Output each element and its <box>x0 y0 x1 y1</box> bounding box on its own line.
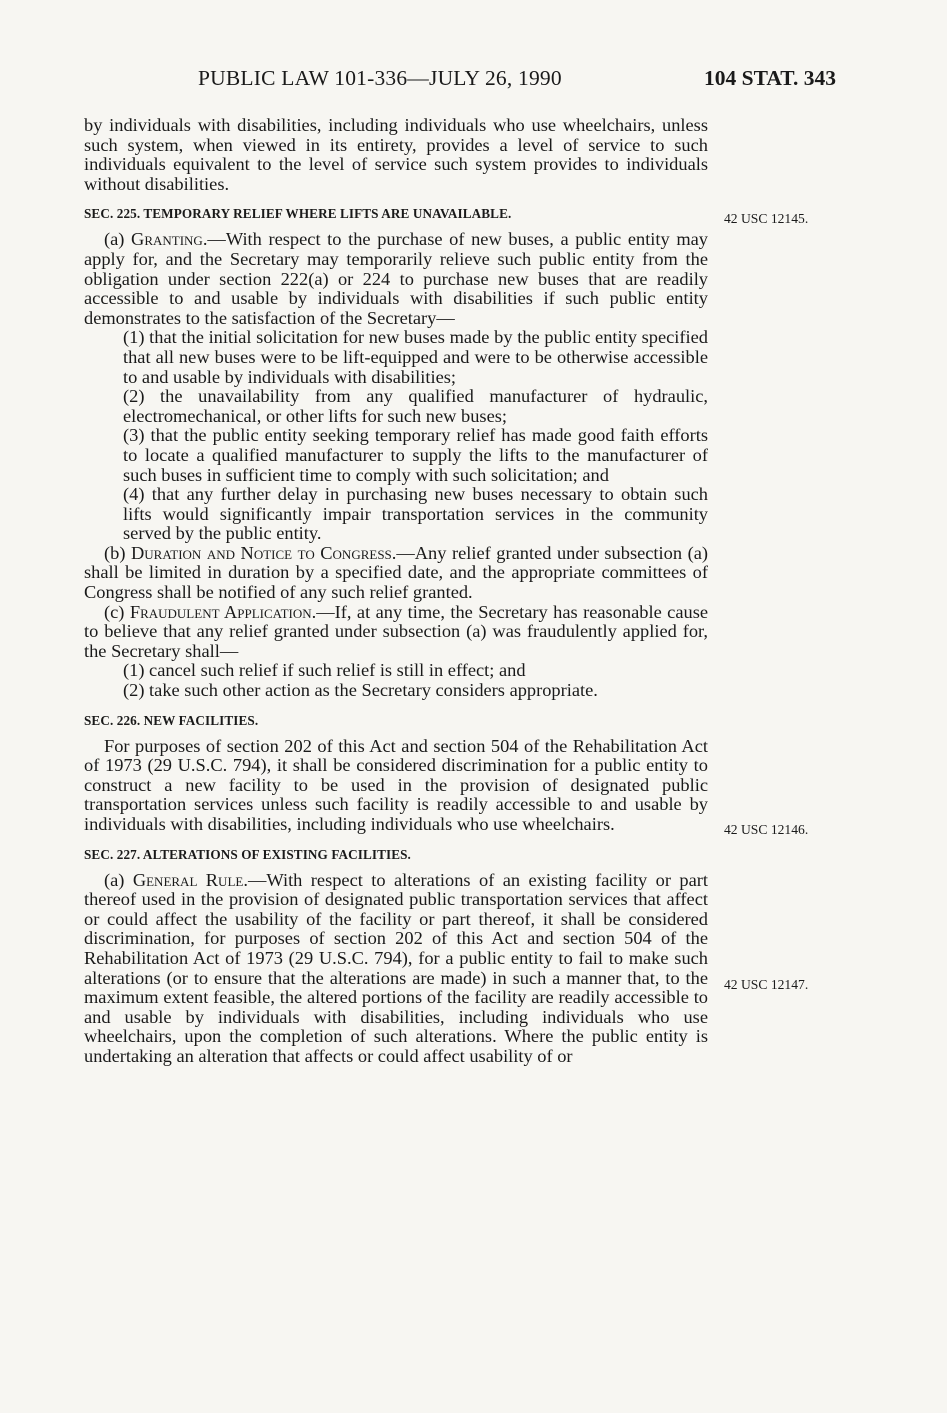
sec227-subsection-a <box>84 871 708 1067</box>
stat-page-reference: 104 STAT. 343 <box>704 66 837 90</box>
opening-paragraph: by individuals with disabilities, including individuals who use wheelchairs, unless such system, when viewed in its entirety, provides a level of service to such individuals equivalent to the level of service such system provides to individuals without disabilities. <box>84 115 708 194</box>
sec225-item-2: (2) the unavailability from any qualified manufacturer of hydraulic, electromechanical, or other lifts for such new buses; <box>123 386 708 426</box>
sec225-c-item-2: (2) take such other action as the Secretary considers appropriate. <box>123 680 598 701</box>
section-heading-227: SEC. 227. ALTERATIONS OF EXISTING FACILITIES. <box>84 846 411 862</box>
body-text <box>84 116 708 1067</box>
margin-note-sec226: 42 USC 12146. <box>724 822 809 837</box>
sec225-subsection-b <box>84 544 708 603</box>
sec225-a-caption: Granting <box>131 229 203 250</box>
sec225-b-caption: Duration and Notice to Congress <box>130 542 392 563</box>
running-title: PUBLIC LAW 101-336—JULY 26, 1990 <box>198 66 562 90</box>
sec225-b-label: (b) <box>104 542 131 563</box>
sec225-subsection-a <box>84 230 708 328</box>
sec225-subsection-c <box>84 603 708 662</box>
sec225-b-text: .—Any relief granted under subsection (a) shall be limited in duration by a specified date, and the appropriate committees of Congress shall be notified of any such relief granted. <box>84 542 708 603</box>
section-heading-225: SEC. 225. TEMPORARY RELIEF WHERE LIFTS ARE UNAVAILABLE. <box>84 206 512 222</box>
margin-note-sec227: 42 USC 12147. <box>724 977 809 992</box>
page-header <box>0 66 947 96</box>
section-heading-226: SEC. 226. NEW FACILITIES. <box>84 712 259 728</box>
sec227-a-label: (a) <box>104 869 133 890</box>
sec225-a-label: (a) <box>104 229 132 250</box>
margin-note-sec225: 42 USC 12145. <box>724 211 809 226</box>
sec225-item-3: (3) that the public entity seeking temporary relief has made good faith efforts to locate a qualified manufacturer to supply the lifts to the manufacturer of such buses in sufficient time to comply with such solicitation; and <box>123 425 708 485</box>
sec225-c-item-1: (1) cancel such relief if such relief is still in effect; and <box>123 660 526 681</box>
sec225-c-text: .—If, at any time, the Secretary has reasonable cause to believe that any relief granted under subsection (a) was fraudulently applied for, the Secretary shall— <box>84 601 709 661</box>
sec227-a-caption: General Rule <box>132 869 244 890</box>
sec226-text: For purposes of section 202 of this Act and section 504 of the Rehabilitation Act of 1973 (29 U.S.C. 794), it shall be considered discrimination for a public entity to construct a new facility to be used in the provision of designated public transportation services unless such facility is readily accessible to and usable by individuals with disabilities, including individuals who use wheelchairs. <box>84 735 708 834</box>
sec225-c-label: (c) <box>104 601 130 622</box>
sec225-item-1: (1) that the initial solicitation for new buses made by the public entity specified that all new buses were to be lift-equipped and were to be otherwise accessible to and usable by individuals with disabilities; <box>123 327 708 387</box>
sec225-c-caption: Fraudulent Application <box>129 601 312 622</box>
sec225-a-text: .—With respect to the purchase of new buses, a public entity may apply for, and the Secretary may temporarily relieve such public entity from the obligation under section 222(a) or 224 to purchase new buses that are readily accessible to and usable by individuals with disabilities if such public entity demonstrates to the satisfaction of the Secretary— <box>84 229 708 328</box>
sec227-a-text: .—With respect to alterations of an existing facility or part thereof used in the provision of designated public transportation services that affect or could affect the usability of the facility or part thereof, it shall be considered discrimination, for purposes of section 202 of this Act and section 504 of the Rehabilitation Act of 1973 (29 U.S.C. 794), for a public entity to fail to make such alterations (or to ensure that the alterations are made) in such a manner that, to the maximum extent feasible, the altered portions of the facility are readily accessible to and usable by individuals with disabilities, including individuals who use wheelchairs, upon the completion of such alterations. Where the public entity is undertaking an alteration that affects or could affect usability of or <box>84 869 708 1066</box>
sec225-item-4: (4) that any further delay in purchasing new buses necessary to obtain such lifts would significantly impair transportation services in the community served by the public entity. <box>123 484 708 544</box>
